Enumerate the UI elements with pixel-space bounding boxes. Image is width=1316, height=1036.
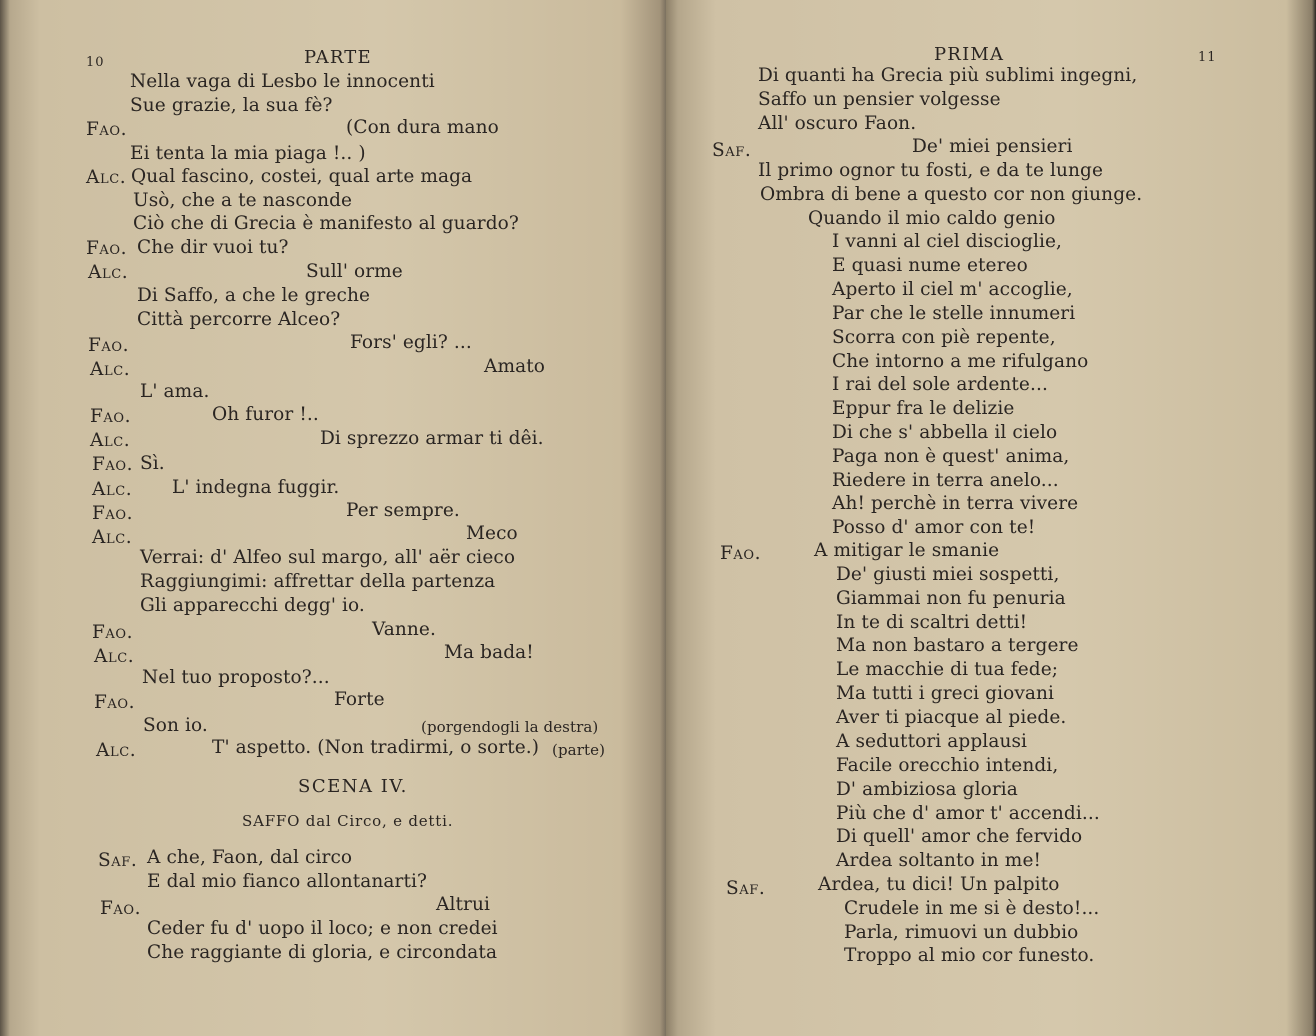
text-line: Le macchie di tua fede; <box>836 659 1059 680</box>
text-line: Aver ti piacque al piede. <box>836 707 1067 728</box>
text-line: Usò, che a te nasconde <box>133 190 353 211</box>
text-line: Ombra di bene a questo cor non giunge. <box>760 184 1143 205</box>
speaker-label: Fao. <box>86 238 128 259</box>
text-line: Aperto il ciel m' accoglie, <box>832 279 1073 300</box>
speaker-label: Alc. <box>92 527 133 548</box>
speaker-label: Saf. <box>712 140 752 161</box>
scene-title: SCENA IV. <box>298 776 408 797</box>
speaker-label: Alc. <box>92 479 133 500</box>
text-line: Riedere in terra anelo... <box>832 470 1059 491</box>
text-line: Verrai: d' Alfeo sul margo, all' aër cieco <box>140 547 516 568</box>
text-line: In te di scaltri detti! <box>836 612 1028 633</box>
speaker-label: Fao. <box>94 692 136 713</box>
speaker-label: Saf. <box>726 878 766 899</box>
speaker-label: Fao. <box>90 406 132 427</box>
text-line: Son io. <box>143 715 208 736</box>
text-line: Crudele in me si è desto!... <box>844 898 1100 919</box>
text-line: Amato <box>484 356 546 377</box>
text-line: L' indegna fuggir. <box>172 477 340 498</box>
text-line: Ma bada! <box>444 642 534 663</box>
text-line: Il primo ognor tu fosti, e da te lunge <box>758 160 1104 181</box>
text-line: A seduttori applausi <box>836 731 1028 752</box>
speaker-label: Fao. <box>100 898 142 919</box>
text-line: Qual fascino, costei, qual arte maga <box>131 166 473 187</box>
text-line: Scorra con piè repente, <box>832 327 1056 348</box>
text-line: Di quell' amor che fervido <box>836 826 1083 847</box>
text-line: Sue grazie, la sua fè? <box>130 95 333 116</box>
text-line: Di Saffo, a che le greche <box>137 285 371 306</box>
text-line: Che intorno a me rifulgano <box>832 351 1089 372</box>
text-line: Che dir vuoi tu? <box>137 237 289 258</box>
text-line: Eppur fra le delizie <box>832 398 1015 419</box>
text-line: Troppo al mio cor funesto. <box>844 945 1095 966</box>
scene-subtitle: SAFFO dal Circo, e detti. <box>242 812 454 830</box>
speaker-label: Fao. <box>86 119 128 140</box>
text-line: Paga non è quest' anima, <box>832 446 1070 467</box>
speaker-label: Alc. <box>94 646 135 667</box>
text-line: Posso d' amor con te! <box>832 517 1036 538</box>
text-line: All' oscuro Faon. <box>758 113 917 134</box>
text-line: Sì. <box>140 453 165 474</box>
text-line: T' aspetto. (Non tradirmi, o sorte.) <box>212 737 540 758</box>
text-line: E dal mio fianco allontanarti? <box>147 871 428 892</box>
text-line: Raggiungimi: affrettar della partenza <box>140 571 496 592</box>
text-line: Città percorre Alceo? <box>137 309 341 330</box>
text-line: Par che le stelle innumeri <box>832 303 1076 324</box>
running-head-left: PARTE <box>304 47 372 68</box>
text-line: Ardea soltanto in me! <box>836 850 1042 871</box>
text-line: Di che s' abbella il cielo <box>832 422 1058 443</box>
text-line: Ei tenta la mia piaga !.. ) <box>130 143 366 164</box>
speaker-label: Alc. <box>88 262 129 283</box>
text-line: Giammai non fu penuria <box>836 588 1066 609</box>
text-line: Ardea, tu dici! Un palpito <box>818 874 1060 895</box>
text-line: E quasi nume etereo <box>832 255 1028 276</box>
text-line: (Con dura mano <box>346 117 499 138</box>
speaker-label: Alc. <box>86 167 127 188</box>
speaker-label: Fao. <box>92 622 134 643</box>
speaker-label: Alc. <box>96 740 137 761</box>
text-line: Ah! perchè in terra vivere <box>832 493 1079 514</box>
text-line: L' ama. <box>140 381 210 402</box>
text-line: Vanne. <box>372 619 436 640</box>
text-line: Facile orecchio intendi, <box>836 755 1059 776</box>
running-head-right: PRIMA <box>934 44 1005 65</box>
stage-direction: (porgendogli la destra) <box>421 718 599 736</box>
speaker-label: Alc. <box>90 359 131 380</box>
text-line: Ceder fu d' uopo il loco; e non credei <box>147 918 498 939</box>
speaker-label: Fao. <box>88 335 130 356</box>
text-line: Nella vaga di Lesbo le innocenti <box>130 71 435 92</box>
text-line: Di quanti ha Grecia più sublimi ingegni, <box>758 65 1138 86</box>
page-number-right: 11 <box>1198 50 1217 65</box>
speaker-label: Alc. <box>90 430 131 451</box>
text-line: Meco <box>466 523 518 544</box>
text-line: De' giusti miei sospetti, <box>836 564 1060 585</box>
text-line: Saffo un pensier volgesse <box>758 89 1001 110</box>
text-line: Quando il mio caldo genio <box>808 208 1056 229</box>
text-line: Di sprezzo armar ti dêi. <box>320 428 544 449</box>
text-line: Parla, rimuovi un dubbio <box>844 922 1079 943</box>
speaker-label: Fao. <box>92 454 134 475</box>
stage-direction: (parte) <box>552 741 606 759</box>
text-line: Ma tutti i greci giovani <box>836 683 1055 704</box>
text-line: A che, Faon, dal circo <box>147 847 353 868</box>
page-number-left: 10 <box>86 55 105 70</box>
text-line: Più che d' amor t' accendi... <box>836 803 1100 824</box>
text-line: Ma non bastaro a tergere <box>836 635 1079 656</box>
speaker-label: Saf. <box>98 850 138 871</box>
text-line: Nel tuo proposto?... <box>142 667 330 688</box>
text-line: Che raggiante di gloria, e circondata <box>147 942 498 963</box>
text-line: Gli apparecchi degg' io. <box>140 595 365 616</box>
text-line: Ciò che di Grecia è manifesto al guardo? <box>133 213 519 234</box>
text-line: A mitigar le smanie <box>814 540 1000 561</box>
speaker-label: Fao. <box>720 543 762 564</box>
text-line: Sull' orme <box>306 261 403 282</box>
text-line: De' miei pensieri <box>912 136 1073 157</box>
text-line: Per sempre. <box>346 500 460 521</box>
speaker-label: Fao. <box>92 503 134 524</box>
text-line: Oh furor !.. <box>212 404 319 425</box>
right-page <box>666 0 1316 1036</box>
text-line: D' ambiziosa gloria <box>836 779 1018 800</box>
text-line: I rai del sole ardente... <box>832 374 1048 395</box>
text-line: Fors' egli? ... <box>350 332 472 353</box>
text-line: Altrui <box>436 894 490 915</box>
text-line: I vanni al ciel discioglie, <box>832 231 1063 252</box>
text-line: Forte <box>334 689 385 710</box>
